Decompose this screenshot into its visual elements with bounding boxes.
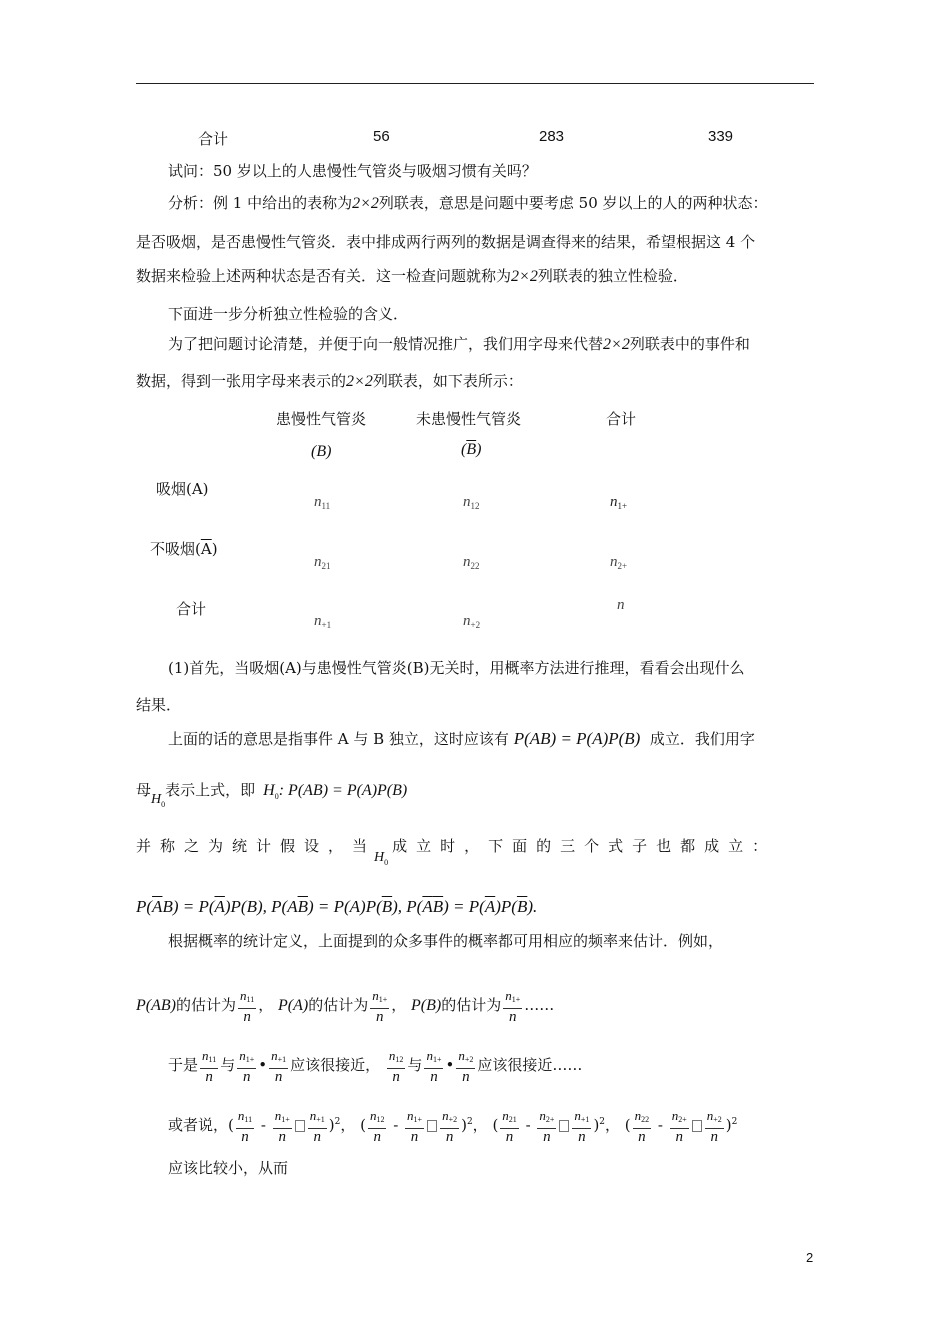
cell-nplus1: $n_{+1}$: [314, 613, 332, 630]
total-value-1: 56: [373, 128, 390, 145]
cell-n21: $n_{21}$: [314, 554, 331, 571]
estimates-line: P(AB)的估计为 $\frac{n_{11}}{n}$ ， P(A)的估计为 $\frac{n_{1+}}{n}$ ， P(B)的估计为 $\frac{n_{1+}}{n}$ ……: [136, 987, 555, 1025]
header-bronchitis: 患慢性气管炎: [276, 410, 367, 428]
analysis-line-1: 分析：例 1 中给出的表称为2×2列联表，意思是问题中要考虑 50 岁以上的人的两种状态：: [168, 194, 768, 212]
hypothesis-line: 并称之为统计假设，当$H_0$成立时，下面的三个式子也都成立：: [136, 837, 777, 867]
independence-line: 上面的话的意思是指事件 A 与 B 独立，这时应该有 P(AB) = P(A)P(B) 成立．我们用字: [168, 729, 755, 748]
row-label-total: 合计: [176, 600, 207, 618]
header-symbol-b-bar: $(\overline{B})$: [461, 441, 482, 458]
header-symbol-b: (B): [311, 443, 332, 460]
cell-n11: $n_{11}$: [314, 494, 331, 511]
row-label-smoke: 吸烟(A): [156, 480, 209, 498]
row-label-nosmoke: 不吸烟$(\overline{A})$: [150, 540, 218, 558]
header-total: 合计: [606, 410, 637, 428]
further-analysis: 下面进一步分析独立性检验的含义．: [168, 305, 409, 323]
generalize-line-2: 数据，得到一张用字母来表示的2×2列联表，如下表所示：: [136, 372, 523, 390]
cell-nplus2: $n_{+2}$: [463, 613, 481, 630]
cell-n1plus: $n_{1+}$: [610, 494, 628, 511]
analysis-line-2: 是否吸烟，是否患慢性气管炎．表中排成两行两列的数据是调查得来的结果，希望根据这 4 个: [136, 233, 756, 251]
header-no-bronchitis: 未患慢性气管炎: [416, 410, 522, 428]
small-line: 应该比较小，从而: [168, 1159, 289, 1177]
analysis-line-3: 数据来检验上述两种状态是否有关．这一检查问题就称为2×2列联表的独立性检验．: [136, 267, 688, 285]
step1-line-2: 结果．: [136, 696, 182, 714]
step1-line-1: (1)首先，当吸烟(A)与患慢性气管炎(B)无关时，用概率方法进行推理，看看会出现什么: [168, 659, 745, 677]
h0-line: 母$H_0$表示上式，即 $H_0$: P(AB) = P(A)P(B): [136, 781, 408, 809]
question: 试问：50 岁以上的人患慢性气管炎与吸烟习惯有关吗？: [168, 162, 537, 180]
total-value-3: 339: [708, 128, 734, 145]
three-formulas: $P(\overline{A}B) = P(\overline{A})P(B)$, $P(A\overline{B}) = P(A)P(\overline{B})$, $P(\overline{A}\overline{B}) = P(\overline{A})P(\overline{B})$.: [136, 897, 538, 916]
therefore-line: 于是 $\frac{n_{11}}{n}$ 与 $\frac{n_{1+}}{n}$ • $\frac{n_{+1}}{n}$ 应该很接近， $\frac{n_{12}}{n}$ 与 $\frac{n_{1+}}{n}$ • $\frac{n_{+2}}{n}$ 应该很接近……: [168, 1047, 583, 1085]
page-number: 2: [806, 1250, 814, 1265]
generalize-line-1: 为了把问题讨论清楚，并便于向一般情况推广，我们用字母来代替2×2列联表中的事件和: [168, 335, 750, 353]
cell-n12: $n_{12}$: [463, 494, 480, 511]
cell-n-total: n: [617, 597, 625, 613]
or-say-line: 或者说，( $\frac{n_{11}}{n}$ - $\frac{n_{1+}}{n}$ $\frac{n_{+1}}{n}$ )$^2$， ( $\frac{n_{12}}{n}$ - $\frac{n_{1+}}{n}$ $\frac{n_{+2}}{n}$ )$^2$， ( $\frac{n_{21}}{n}$ - $\frac{n_{2+}}{n}$ $\frac{n_{+1}}{n}$ )$^2$， ( $\frac{n_{22}}{n}$ - $\frac{n_{2+}}{n}$ $\frac{n_{+2}}{n}$ )$^2$: [168, 1107, 738, 1145]
cell-n22: $n_{22}$: [463, 554, 480, 571]
statistical-definition: 根据概率的统计定义，上面提到的众多事件的概率都可用相应的频率来估计．例如，: [168, 932, 724, 950]
total-value-2: 283: [539, 128, 565, 145]
cell-n2plus: $n_{2+}$: [610, 554, 628, 571]
header-rule: [136, 83, 814, 84]
total-label: 合计: [198, 130, 229, 148]
